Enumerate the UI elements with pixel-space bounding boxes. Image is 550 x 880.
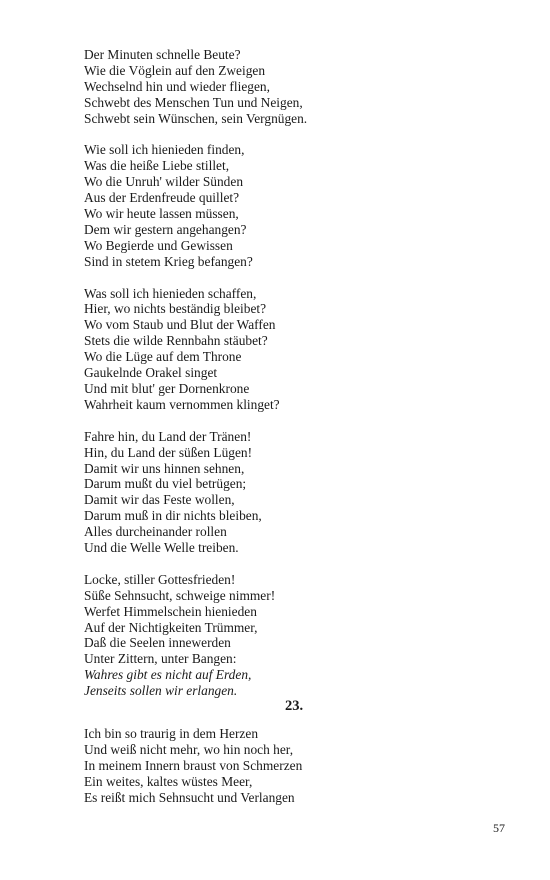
poem-number-heading: 23. xyxy=(284,698,304,714)
verse-line: Ein weites, kaltes wüstes Meer, xyxy=(84,773,253,789)
verse-line: Damit wir uns hinnen sehnen, xyxy=(84,460,245,476)
stanza-3 xyxy=(84,286,504,413)
page-number: 57 xyxy=(493,821,505,835)
verse-line-italic: Wahres gibt es nicht auf Erden, xyxy=(84,667,252,683)
verse-line: Alles durcheinander rollen xyxy=(84,524,227,540)
verse-line: Es reißt mich Sehnsucht und Verlangen xyxy=(84,789,295,805)
verse-line: Wo vom Staub und Blut der Waffen xyxy=(84,317,276,333)
verse-line: Gaukelnde Orakel singet xyxy=(84,365,218,381)
verse-line: Was die heiße Liebe stillet, xyxy=(84,158,230,174)
verse-line: Und mit blut' ger Dornenkrone xyxy=(84,381,250,396)
verse-line: Schwebt des Menschen Tun und Neigen, xyxy=(84,94,303,110)
poem-23 xyxy=(84,726,504,806)
verse-line: Fahre hin, du Land der Tränen! xyxy=(84,428,252,444)
verse-line: Wie soll ich hienieden finden, xyxy=(84,142,245,158)
verse-line: Was soll ich hienieden schaffen, xyxy=(84,285,257,301)
verse-line: Sind in stetem Krieg befangen? xyxy=(84,253,253,269)
verse-line: Dem wir gestern angehangen? xyxy=(84,221,247,237)
verse-line: Daß die Seelen innewerden xyxy=(84,635,231,651)
verse-line: Wo wir heute lassen müssen, xyxy=(84,206,239,222)
verse-line: Aus der Erdenfreude quillet? xyxy=(84,190,240,206)
verse-line: Hier, wo nichts beständig bleibet? xyxy=(84,301,267,317)
verse-line: Werfet Himmelschein hienieden xyxy=(84,603,257,619)
verse-line: Der Minuten schnelle Beute? xyxy=(84,47,241,62)
verse-line: Wo die Lüge auf dem Throne xyxy=(84,349,242,365)
verse-line: Damit wir das Feste wollen, xyxy=(84,492,235,508)
stanza-2 xyxy=(84,142,504,269)
verse-line: Wahrheit kaum vernommen klinget? xyxy=(84,396,280,412)
poem-continuation xyxy=(84,47,504,715)
verse-line: Darum mußt du viel betrügen; xyxy=(84,476,247,492)
verse-line: In meinem Innern braust von Schmerzen xyxy=(84,757,303,773)
verse-line: Wie die Vöglein auf den Zweigen xyxy=(84,62,266,78)
verse-line: Darum muß in dir nichts bleiben, xyxy=(84,508,262,524)
verse-line: Stets die wilde Rennbahn stäubet? xyxy=(84,333,268,349)
verse-line: Unter Zittern, unter Bangen: xyxy=(84,651,237,667)
verse-line: Ich bin so traurig in dem Herzen xyxy=(84,726,259,741)
verse-line: Locke, stiller Gottesfrieden! xyxy=(84,571,236,587)
verse-line: Wo die Unruh' wilder Sünden xyxy=(84,174,244,190)
verse-line: Wechselnd hin und wieder fliegen, xyxy=(84,78,270,94)
verse-line-italic: Jenseits sollen wir erlangen. xyxy=(84,683,238,699)
verse-line: Süße Sehnsucht, schweige nimmer! xyxy=(84,587,276,603)
verse-line: Und weiß nicht mehr, wo hin noch her, xyxy=(84,741,294,757)
verse-line: Und die Welle Welle treiben. xyxy=(84,540,239,556)
verse-line: Auf der Nichtigkeiten Trümmer, xyxy=(84,619,258,635)
verse-line: Schwebt sein Wünschen, sein Vergnügen. xyxy=(84,110,308,126)
stanza-5 xyxy=(84,572,504,699)
stanza-1 xyxy=(84,47,504,127)
verse-line: Hin, du Land der süßen Lügen! xyxy=(84,444,253,460)
verse-line: Wo Begierde und Gewissen xyxy=(84,237,233,253)
stanza-4 xyxy=(84,429,504,556)
